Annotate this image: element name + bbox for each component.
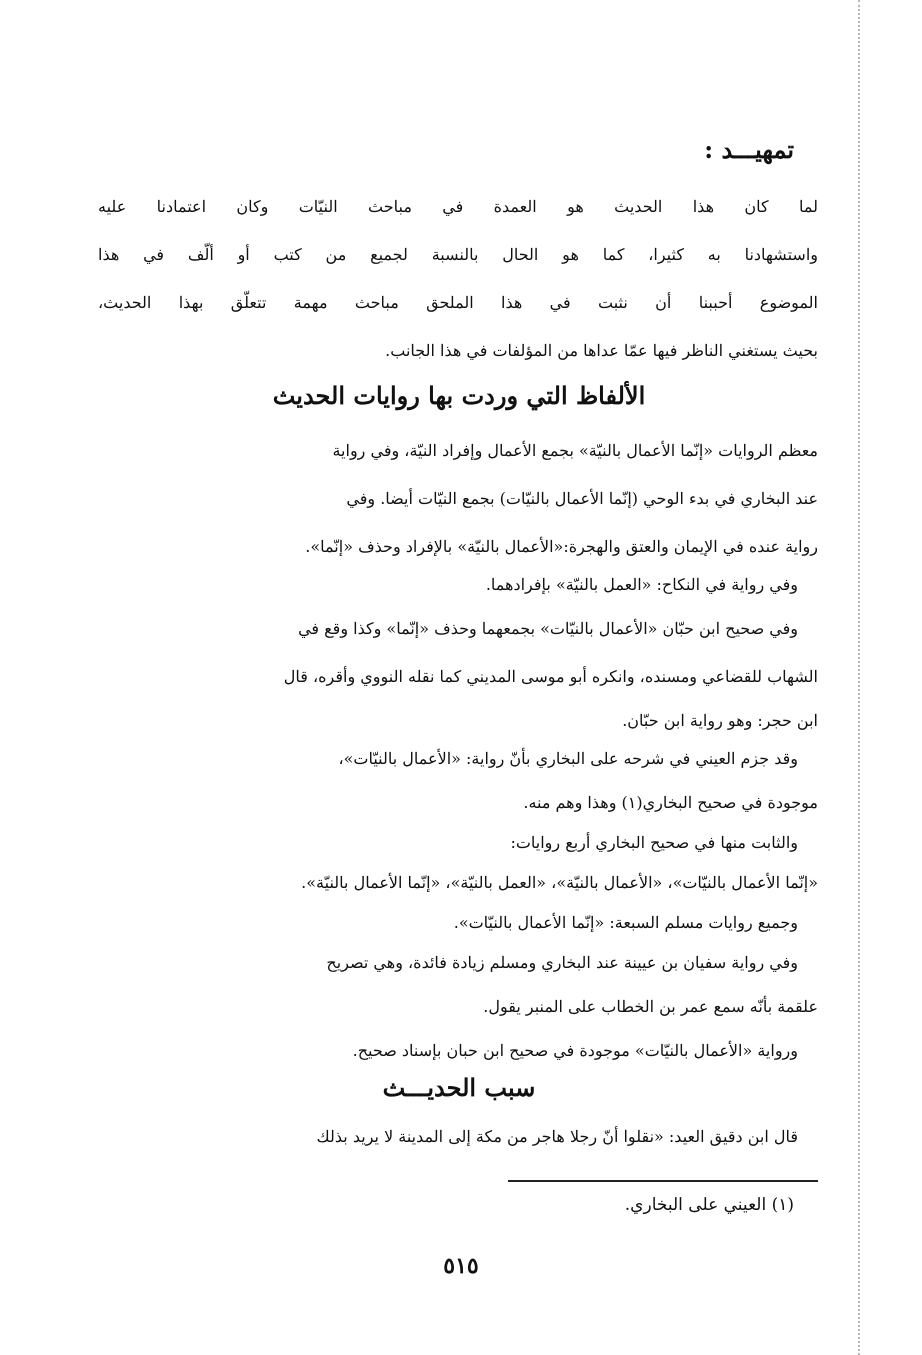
text-line: والثابت منها في صحيح البخاري أربع روايات: <box>510 833 798 852</box>
text-line: لما كان هذا الحديث هو العمدة في مباحث النيّات وكان اعتمادنا عليه <box>98 197 818 216</box>
scan-edge-dots <box>858 0 860 1355</box>
text-line: «إنّما الأعمال بالنيّات»، «الأعمال بالنيّة»، «العمل بالنيّة»، «إنّما الأعمال بالنيّة». <box>301 873 818 892</box>
section-heading-cause: سبب الحديـــث <box>382 1073 536 1102</box>
text-line: وفي رواية في النكاح: «العمل بالنيّة» بإفرادهما. <box>485 575 798 594</box>
text-line: وفي صحيح ابن حبّان «الأعمال بالنيّات» بجمعهما وحذف «إنّما» وكذا وقع في <box>298 619 798 638</box>
text-line: ابن حجر: وهو رواية ابن حبّان. <box>622 711 818 730</box>
text-line: موجودة في صحيح البخاري(١) وهذا وهم منه. <box>523 793 818 812</box>
footnote: (١) العيني على البخاري. <box>624 1195 794 1215</box>
text-line: علقمة بأنّه سمع عمر بن الخطاب على المنبر يقول. <box>483 997 818 1016</box>
text-line: رواية عنده في الإيمان والعتق والهجرة:«الأعمال بالنيّة» بالإفراد وحذف «إنّما». <box>305 537 818 556</box>
section-heading-wording: الألفاظ التي وردت بها روايات الحديث <box>272 381 646 410</box>
text-line: عند البخاري في بدء الوحي (إنّما الأعمال بالنيّات) بجمع النيّات أيضا. وفي <box>346 489 818 508</box>
text-line: واستشهادنا به كثيرا، كما هو الحال بالنسبة لجميع من كتب أو ألّف في هذا <box>98 245 818 264</box>
text-line: وقد جزم العيني في شرحه على البخاري بأنّ رواية: «الأعمال بالنيّات»، <box>338 749 798 768</box>
text-line: الموضوع أحببنا أن نثبت في هذا الملحق مباحث مهمة تتعلّق بهذا الحديث، <box>98 293 819 312</box>
text-line: بحيث يستغني الناظر فيها عمّا عداها من المؤلفات في هذا الجانب. <box>385 341 818 360</box>
text-line: ورواية «الأعمال بالنيّات» موجودة في صحيح ابن حبان بإسناد صحيح. <box>352 1041 798 1060</box>
page-number: ٥١٥ <box>443 1253 479 1279</box>
text-line: قال ابن دقيق العيد: «نقلوا أنّ رجلا هاجر من مكة إلى المدينة لا يريد بذلك <box>316 1127 798 1146</box>
text-line: الشهاب للقضاعي ومسنده، وانكره أبو موسى المديني كما نقله النووي وأقره، قال <box>283 667 818 686</box>
intro-label: تمهيـــد : <box>704 135 794 164</box>
text-line: وجميع روايات مسلم السبعة: «إنّما الأعمال بالنيّات». <box>453 913 798 932</box>
text-line: وفي رواية سفيان بن عيينة عند البخاري ومسلم زيادة فائدة، وهي تصريح <box>326 953 798 972</box>
text-line: معظم الروايات «إنّما الأعمال بالنيّة» بجمع الأعمال وإفراد النيّة، وفي رواية <box>332 441 818 460</box>
footnote-rule <box>508 1180 818 1182</box>
